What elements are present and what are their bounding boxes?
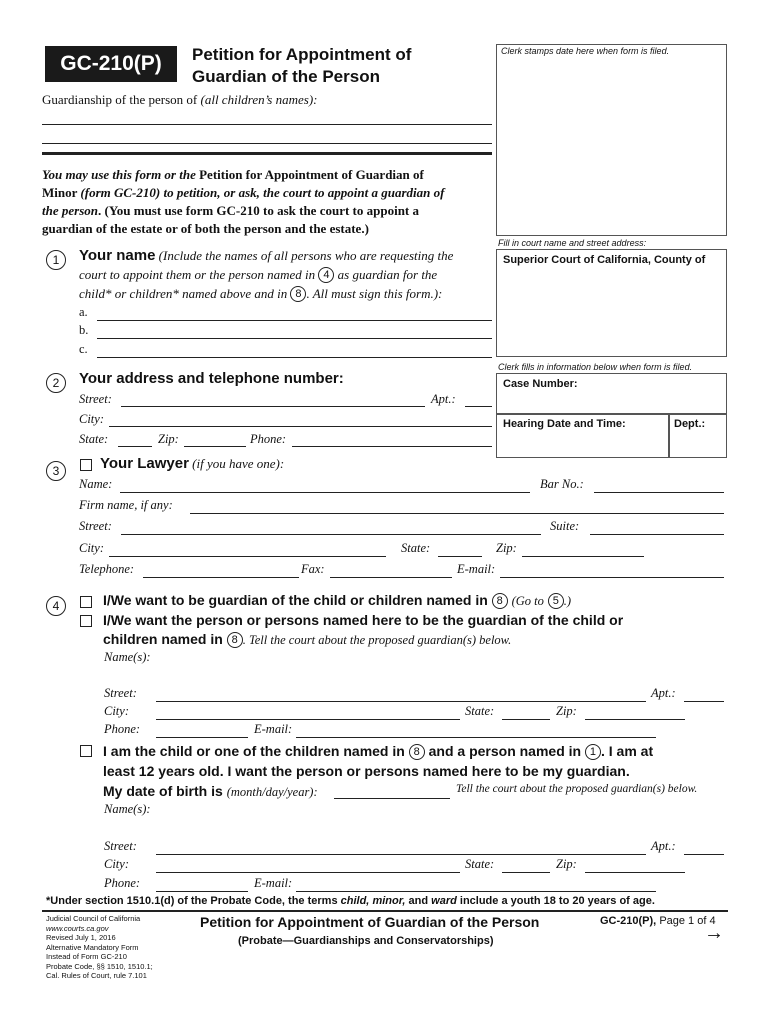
lawyer-zip-label: Zip: (496, 541, 517, 555)
lawyer-fax-field[interactable] (330, 577, 452, 578)
item-1-a-label: a. (79, 305, 88, 319)
item-2-street-label: Street: (79, 392, 112, 406)
guardian-other-street-field[interactable] (156, 701, 646, 702)
next-page-arrow-icon[interactable]: → (704, 922, 724, 944)
lawyer-state-field[interactable] (438, 556, 482, 557)
item-1-b-field[interactable] (97, 338, 492, 339)
ref-item-8: 8 (227, 632, 243, 648)
child-guardian-street-field[interactable] (156, 854, 646, 855)
dept-label: Dept.: (674, 418, 706, 430)
item-3-title: Your Lawyer (if you have one): (100, 455, 285, 472)
ref-item-8: 8 (492, 593, 508, 609)
court-fill-note: Fill in court name and street address: (498, 238, 647, 248)
hearing-date-label: Hearing Date and Time: (503, 418, 626, 430)
footer-page: GC-210(P), Page 1 of 4 (600, 915, 716, 927)
item-2-state-field[interactable] (118, 446, 152, 447)
clerk-stamp-note: Clerk stamps date here when form is filed. (501, 46, 670, 56)
footer-title: Petition for Appointment of Guardian of the Person (200, 914, 540, 930)
footer-rule (42, 910, 728, 912)
item-2-state-label: State: (79, 432, 109, 446)
guardian-self-option: I/We want to be guardian of the child or children named in 8 (Go to 5 .) (103, 592, 572, 608)
child-guardian-zip-field[interactable] (585, 872, 685, 873)
lawyer-name-field[interactable] (120, 492, 530, 493)
lawyer-firm-label: Firm name, if any: (79, 498, 173, 512)
item-2-number: 2 (46, 373, 66, 393)
item-2-zip-label: Zip: (158, 432, 179, 446)
item-1-c-field[interactable] (97, 357, 492, 358)
child-guardian-zip-label: Zip: (556, 857, 577, 871)
lawyer-telephone-label: Telephone: (79, 562, 135, 576)
child-guardian-state-field[interactable] (502, 872, 550, 873)
item-1-text: Your name (Include the names of all persons who are requesting the court to appoint them or the person named in 4 as guardian for the child* or children* named above and in 8 . All must sign this form.): (79, 247, 454, 301)
guardian-other-phone-label: Phone: (104, 722, 141, 736)
item-2-apt-label: Apt.: (431, 392, 456, 406)
guardian-other-state-field[interactable] (502, 719, 550, 720)
guardian-other-apt-field[interactable] (684, 701, 724, 702)
child-request-option: I am the child or one of the children named in 8 and a person named in 1 . I am at least 12 years old. I want the person or persons named here to be my guardian. My date of birth is (month/day/year): (103, 743, 654, 799)
child-dob-tail: Tell the court about the proposed guardian(s) below. (456, 783, 698, 795)
guardian-other-email-label: E-mail: (254, 722, 293, 736)
item-1-number: 1 (46, 250, 66, 270)
children-names-line-1[interactable] (42, 124, 492, 125)
footer-subtitle: (Probate—Guardianships and Conservatorships) (238, 935, 494, 947)
guardian-other-state-label: State: (465, 704, 495, 718)
guardian-other-zip-label: Zip: (556, 704, 577, 718)
ref-item-4: 4 (318, 267, 334, 283)
lawyer-street-field[interactable] (121, 534, 541, 535)
lawyer-zip-field[interactable] (522, 556, 644, 557)
child-guardian-city-label: City: (104, 857, 129, 871)
divider-rule (42, 152, 492, 155)
child-guardian-email-label: E-mail: (254, 876, 293, 890)
lawyer-firm-field[interactable] (190, 513, 724, 514)
item-1-b-label: b. (79, 323, 89, 337)
ref-item-5: 5 (548, 593, 564, 609)
guardian-other-zip-field[interactable] (585, 719, 685, 720)
child-guardian-email-field[interactable] (296, 891, 656, 892)
guardian-other-apt-label: Apt.: (651, 686, 676, 700)
ref-item-1: 1 (585, 744, 601, 760)
clerk-stamp-box (496, 44, 727, 236)
lawyer-bar-field[interactable] (594, 492, 724, 493)
child-guardian-state-label: State: (465, 857, 495, 871)
intro-paragraph: You may use this form or the Petition for Appointment of Guardian of Minor (form GC-210) to petition, or ask, the court to appoint a guardian of the person. (You must use form GC-210 to ask the court to appoint a guardian of the estate or of both the person and the estate.) (42, 167, 445, 236)
lawyer-suite-label: Suite: (550, 519, 580, 533)
guardian-other-phone-field[interactable] (156, 737, 248, 738)
lawyer-street-label: Street: (79, 519, 112, 533)
lawyer-bar-label: Bar No.: (540, 477, 584, 491)
footer-info: Judicial Council of California www.courts.ca.gov Revised July 1, 2016 Alternative Mandatory Form Instead of Form GC-210 Probate Code, §§ 1510, 1510.1; Cal. Rules of Court, rule 7.101 (46, 914, 153, 980)
child-guardian-phone-label: Phone: (104, 876, 141, 890)
item-2-phone-field[interactable] (292, 446, 492, 447)
child-guardian-phone-field[interactable] (156, 891, 248, 892)
lawyer-city-field[interactable] (109, 556, 386, 557)
item-2-city-field[interactable] (109, 426, 492, 427)
guardian-other-names-label: Name(s): (104, 650, 151, 664)
lawyer-email-field[interactable] (500, 577, 724, 578)
lawyer-fax-label: Fax: (301, 562, 325, 576)
clerk-fill-note: Clerk fills in information below when form is filed. (498, 362, 693, 372)
guardian-other-checkbox[interactable] (80, 615, 92, 627)
lawyer-name-label: Name: (79, 477, 113, 491)
item-2-street-field[interactable] (121, 406, 425, 407)
child-dob-field[interactable] (334, 798, 450, 799)
item-1-a-field[interactable] (97, 320, 492, 321)
page-title-line1: Petition for Appointment of (192, 45, 412, 64)
guardian-other-street-label: Street: (104, 686, 137, 700)
item-2-phone-label: Phone: (250, 432, 287, 446)
children-names-label: Guardianship of the person of (all children’s names): (42, 92, 318, 107)
lawyer-email-label: E-mail: (457, 562, 496, 576)
guardian-self-checkbox[interactable] (80, 596, 92, 608)
lawyer-city-label: City: (79, 541, 104, 555)
item-3-number: 3 (46, 461, 66, 481)
ref-item-8: 8 (409, 744, 425, 760)
child-guardian-city-field[interactable] (156, 872, 460, 873)
lawyer-telephone-field[interactable] (143, 577, 299, 578)
ref-item-8: 8 (290, 286, 306, 302)
guardian-other-city-label: City: (104, 704, 129, 718)
lawyer-checkbox[interactable] (80, 459, 92, 471)
guardian-other-email-field[interactable] (296, 737, 656, 738)
child-guardian-street-label: Street: (104, 839, 137, 853)
item-2-title: Your address and telephone number: (79, 370, 344, 387)
children-names-line-2[interactable] (42, 143, 492, 144)
item-4-number: 4 (46, 596, 66, 616)
lawyer-state-label: State: (401, 541, 431, 555)
lawyer-suite-field[interactable] (590, 534, 724, 535)
form-code-badge: GC-210(P) (45, 46, 177, 82)
case-number-label: Case Number: (503, 378, 578, 390)
item-2-apt-field[interactable] (465, 406, 492, 407)
child-guardian-names-label: Name(s): (104, 802, 151, 816)
footnote: *Under section 1510.1(d) of the Probate Code, the terms child, minor, and ward include a youth 18 to 20 years of age. (46, 895, 655, 907)
child-request-checkbox[interactable] (80, 745, 92, 757)
item-1-c-label: c. (79, 342, 88, 356)
page-title-line2: Guardian of the Person (192, 67, 380, 86)
child-guardian-apt-label: Apt.: (651, 839, 676, 853)
item-2-city-label: City: (79, 412, 104, 426)
court-name-label: Superior Court of California, County of (503, 254, 706, 266)
child-guardian-apt-field[interactable] (684, 854, 724, 855)
guardian-other-city-field[interactable] (156, 719, 460, 720)
guardian-other-option: I/We want the person or persons named here to be the guardian of the child or children named in 8 . Tell the court about the proposed guardian(s) below. (103, 612, 624, 647)
item-2-zip-field[interactable] (184, 446, 246, 447)
